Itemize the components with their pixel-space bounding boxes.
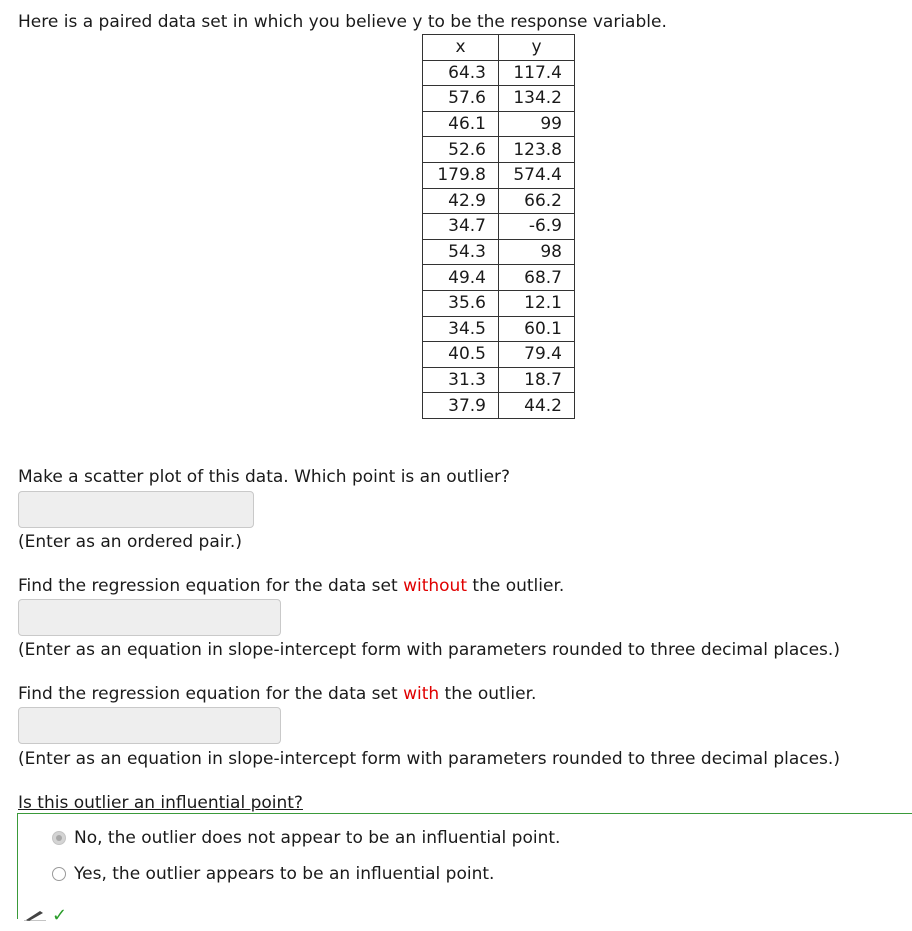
radio-yes[interactable] <box>52 867 66 881</box>
check-icon: ✓ <box>52 905 68 926</box>
table-row <box>423 265 575 291</box>
cell-x: 35.6 <box>423 290 499 316</box>
cell-x: 52.6 <box>423 137 499 163</box>
table-row <box>423 316 575 342</box>
cell-y: 44.2 <box>499 393 575 419</box>
q2-prompt <box>18 576 564 596</box>
table-row <box>423 214 575 240</box>
cell-y: 68.7 <box>499 265 575 291</box>
cell-y: 12.1 <box>499 290 575 316</box>
table-row <box>423 137 575 163</box>
cell-y: 98 <box>499 239 575 265</box>
table-row <box>423 290 575 316</box>
header-x: x <box>423 35 499 61</box>
header-y: y <box>499 35 575 61</box>
cell-y: 60.1 <box>499 316 575 342</box>
option-no[interactable] <box>52 828 560 848</box>
cell-y: 99 <box>499 111 575 137</box>
intro-text: Here is a paired data set in which you believe y to be the response variable. <box>18 12 667 32</box>
outlier-input[interactable] <box>18 491 254 528</box>
cell-x: 57.6 <box>423 86 499 112</box>
cell-x: 54.3 <box>423 239 499 265</box>
cell-x: 40.5 <box>423 342 499 368</box>
data-table <box>422 34 575 419</box>
table-row <box>423 393 575 419</box>
cell-x: 46.1 <box>423 111 499 137</box>
q3-prompt-before: Find the regression equation for the data set <box>18 684 404 704</box>
cell-y: 134.2 <box>499 86 575 112</box>
table-row <box>423 239 575 265</box>
regression-with-input[interactable] <box>18 707 281 744</box>
q2-emphasis: without <box>403 576 467 596</box>
cell-x: 179.8 <box>423 162 499 188</box>
cell-x: 42.9 <box>423 188 499 214</box>
regression-without-input[interactable] <box>18 599 281 636</box>
q2-prompt-after: the outlier. <box>467 576 565 596</box>
cell-x: 49.4 <box>423 265 499 291</box>
cell-y: 574.4 <box>499 162 575 188</box>
q3-emphasis: with <box>403 684 440 704</box>
cell-y: 79.4 <box>499 342 575 368</box>
table-row <box>423 86 575 112</box>
q3-prompt <box>18 684 536 704</box>
q2-hint: (Enter as an equation in slope-intercept form with parameters rounded to three decimal places.) <box>18 640 840 660</box>
radio-no[interactable] <box>52 831 66 845</box>
cell-y: 18.7 <box>499 367 575 393</box>
q1-prompt: Make a scatter plot of this data. Which point is an outlier? <box>18 467 511 487</box>
q4-prompt: Is this outlier an influential point? <box>18 793 303 813</box>
q1-hint: (Enter as an ordered pair.) <box>18 532 242 552</box>
table-row <box>423 367 575 393</box>
option-yes-label: Yes, the outlier appears to be an influential point. <box>74 864 495 884</box>
cell-y: -6.9 <box>499 214 575 240</box>
cell-x: 31.3 <box>423 367 499 393</box>
table-row <box>423 162 575 188</box>
option-yes[interactable] <box>52 864 494 884</box>
cell-x: 34.7 <box>423 214 499 240</box>
table-row <box>423 188 575 214</box>
cell-y: 117.4 <box>499 60 575 86</box>
q2-prompt-before: Find the regression equation for the data set <box>18 576 404 596</box>
option-no-label: No, the outlier does not appear to be an influential point. <box>74 828 561 848</box>
cell-x: 34.5 <box>423 316 499 342</box>
cell-y: 123.8 <box>499 137 575 163</box>
table-row <box>423 342 575 368</box>
table-row <box>423 60 575 86</box>
q3-prompt-after: the outlier. <box>439 684 537 704</box>
table-row <box>423 111 575 137</box>
q3-hint: (Enter as an equation in slope-intercept form with parameters rounded to three decimal places.) <box>18 749 840 769</box>
cell-x: 37.9 <box>423 393 499 419</box>
cell-x: 64.3 <box>423 60 499 86</box>
pencil-icon <box>24 907 46 921</box>
cell-y: 66.2 <box>499 188 575 214</box>
